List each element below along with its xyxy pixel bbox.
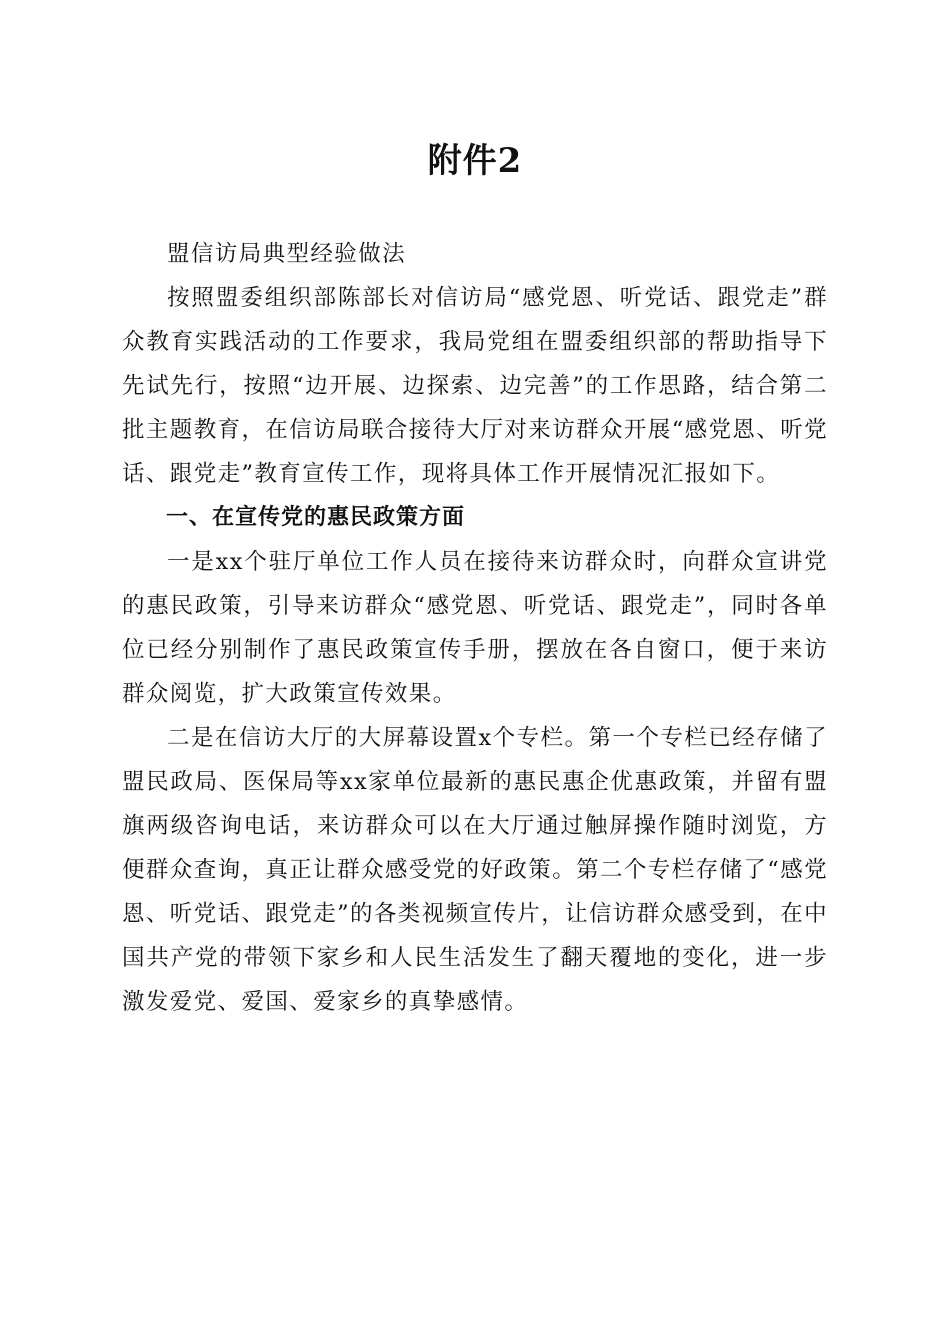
- section-1: [122, 496, 828, 1024]
- document-title: 附件2: [427, 141, 523, 181]
- intro-paragraph: 按照盟委组织部陈部长对信访局“感党恩、听党话、跟党走”群众教育实践活动的工作要求，我局党组在盟委组织部的帮助指导下先试先行，按照“边开展、边探索、边完善”的工作思路，结合第二批主题教育，在信访局联合接待大厅对来访群众开展“感党恩、听党话、跟党走”教育宣传工作，现将具体工作开展情况汇报如下。: [122, 285, 829, 487]
- document-body: [122, 232, 828, 1024]
- section-paragraph-2: 二是在信访大厅的大屏幕设置x个专栏。第一个专栏已经存储了盟民政局、医保局等xx家单位最新的惠民惠企优惠政策，并留有盟旗两级咨询电话，来访群众可以在大厅通过触屏操作随时浏览，方便群众查询，真正让群众感受党的好政策。第二个专栏存储了“感党恩、听党话、跟党走”的各类视频宣传片，让信访群众感受到，在中国共产党的带领下家乡和人民生活发生了翻天覆地的变化，进一步激发爱党、爱国、爱家乡的真挚感情。: [122, 725, 829, 1015]
- document-subtitle: 盟信访局典型经验做法: [167, 241, 407, 267]
- section-paragraph-1: 一是xx个驻厅单位工作人员在接待来访群众时，向群众宣讲党的惠民政策，引导来访群众“感党恩、听党话、跟党走”，同时各单位已经分别制作了惠民政策宣传手册，摆放在各自窗口，便于来访群众阅览，扩大政策宣传效果。: [122, 549, 828, 707]
- section-heading: 一、在宣传党的惠民政策方面: [166, 505, 466, 530]
